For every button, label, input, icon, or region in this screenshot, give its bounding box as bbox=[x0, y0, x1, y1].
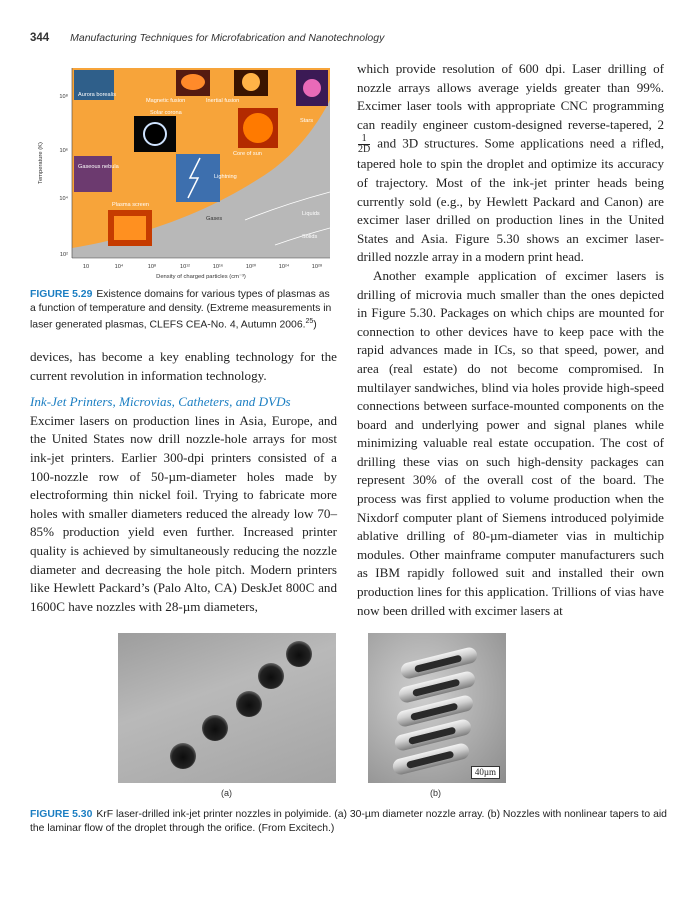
y-axis-label: Temperature (K) bbox=[38, 142, 44, 184]
section-subheading: Ink-Jet Printers, Microvias, Catheters, and DVDs bbox=[30, 394, 291, 410]
region-label: Stars bbox=[300, 118, 314, 124]
caption-close: ) bbox=[313, 319, 317, 331]
tapered-nozzle-photo bbox=[368, 633, 506, 783]
fraction bbox=[358, 134, 370, 155]
x-tick: 10²⁴ bbox=[278, 264, 290, 270]
reference-number: 25 bbox=[305, 318, 314, 326]
region-label: Plasma screen bbox=[112, 202, 149, 208]
paragraph-text: and 3D structures. Some applications need a rifled, tapered hole to spin the droplet and optimize its accuracy of trajectory. Most of the ink-jet printer heads being currently sold (e.g., by Hewlett Packard and Canon) are excimer laser drilled on production lines in the United States and Asia. Figure 5.30 shows an excimer laser-drilled nozzle array in a modern print head. bbox=[357, 135, 664, 265]
running-head bbox=[30, 32, 384, 44]
fraction-numerator: 1 bbox=[361, 133, 367, 145]
page-number: 344 bbox=[30, 32, 50, 44]
y-tick: 10⁸ bbox=[59, 94, 68, 100]
region-label: Aurora borealis bbox=[78, 92, 116, 98]
x-tick: 10⁴ bbox=[114, 264, 124, 270]
x-tick: 10 bbox=[82, 264, 90, 270]
x-axis-label: Density of charged particles (cm⁻³) bbox=[156, 274, 246, 280]
region-label: Magnetic fusion bbox=[146, 98, 186, 104]
plasma-existence-chart bbox=[30, 60, 337, 282]
figure-label: FIGURE 5.30 bbox=[30, 809, 93, 820]
paragraph: Excimer lasers on production lines in Asia, Europe, and the United States now drill nozzle-hole arrays for most ink-jet printers. Earlier 300-dpi printers consisted of a 100-nozzle row of 50-µm-diameter holes made by electroforming thin nickel foil. Trying to fabricate more holes with smaller diameters reduced the already low 70–85% production yield even further. Increased printer quality is achieved by simultaneously reducing the nozzle diameter and decreasing the hole pitch. Modern printers like Hewlett Packard’s (Palo Alto, CA) DeskJet 800C and 1600C have nozzles with 28-µm diameters, bbox=[30, 412, 337, 614]
region-label: Gaseous nebula bbox=[78, 164, 119, 170]
paragraph: Another example application of excimer lasers is drilling of microvia much smaller than the ones depicted in Figure 5.30. Packages on which chips are mounted for connection to other devices have to keep pace with the rapid advances made in ICs, so that speed, power, and area (real estate) do not become compromised. In multilayer sandwiches, blind via holes provide high-speed connections between surface-mounted components on the board and underlying power and signal planes while minimizing valuable real estate occupation. The cost of drilling these vias on such high-density packages can represent 30% of the overall cost of the board. The process was first applied to volume production when the Nixdorf computer plant of Siemens introduced polyimide ablative drilling of 80-µm-diameter vias in multichip modules. Other mainframe computer manufacturers such as IBM rapidly followed suit and installed their own production lines for this application. Trillions of vias have now been drilled with excimer lasers at bbox=[357, 267, 664, 618]
region-label: Solids bbox=[302, 234, 318, 240]
x-tick: 10²⁰ bbox=[245, 264, 257, 270]
paragraph-text: which provide resolution of 600 dpi. Laser drilling of nozzle arrays allows average yields greater than 99%. Excimer laser tools with appropriate CNC programming can readily engineer custom-designed reverse-tapered, 2 bbox=[357, 61, 664, 132]
subfigure-label-b: (b) bbox=[430, 788, 441, 798]
caption-text: KrF laser-drilled ink-jet printer nozzles in polyimide. (a) 30-µm diameter nozzle array. (b) Nozzles with nonlinear tapers to aid the laminar flow of the droplet through the orifice. (From Excitech.) bbox=[30, 809, 667, 834]
subfigure-label-a: (a) bbox=[221, 788, 232, 798]
x-tick: 10⁸ bbox=[147, 264, 157, 270]
paragraph bbox=[357, 60, 664, 267]
scale-bar: 40µm bbox=[471, 766, 500, 779]
y-tick: 10² bbox=[59, 252, 68, 258]
region-label: Core of sun bbox=[233, 151, 262, 157]
nebula-image bbox=[74, 156, 112, 192]
caption-text: Existence domains for various types of plasmas as a function of temperature and density. (Extreme measurements in laser generated plasmas, CLEFS CEA-No. 4, Autumn 2006. bbox=[30, 289, 332, 331]
region-label: Lightning bbox=[214, 174, 237, 180]
figure-5-30-caption bbox=[30, 808, 670, 835]
right-column bbox=[357, 60, 664, 620]
left-column bbox=[30, 348, 337, 616]
x-tick: 10¹² bbox=[180, 264, 190, 270]
y-tick: 10⁴ bbox=[59, 196, 68, 202]
nozzle-array-photo bbox=[118, 633, 336, 783]
paragraph: devices, has become a key enabling technology for the current revolution in information technology. bbox=[30, 349, 337, 383]
x-tick: 10¹⁶ bbox=[212, 264, 224, 270]
region-label: Gases bbox=[206, 216, 223, 222]
figure-label: FIGURE 5.29 bbox=[30, 289, 93, 300]
region-label: Liquids bbox=[302, 211, 320, 217]
fraction-denominator: 2D bbox=[358, 144, 371, 156]
y-tick: 10⁶ bbox=[59, 148, 68, 154]
region-label: Solar corona bbox=[150, 110, 182, 116]
region-label: Inertial fusion bbox=[206, 98, 240, 104]
running-title: Manufacturing Techniques for Microfabrication and Nanotechnology bbox=[70, 32, 385, 44]
figure-5-29-caption bbox=[30, 288, 337, 332]
x-tick: 10²⁸ bbox=[311, 264, 323, 270]
